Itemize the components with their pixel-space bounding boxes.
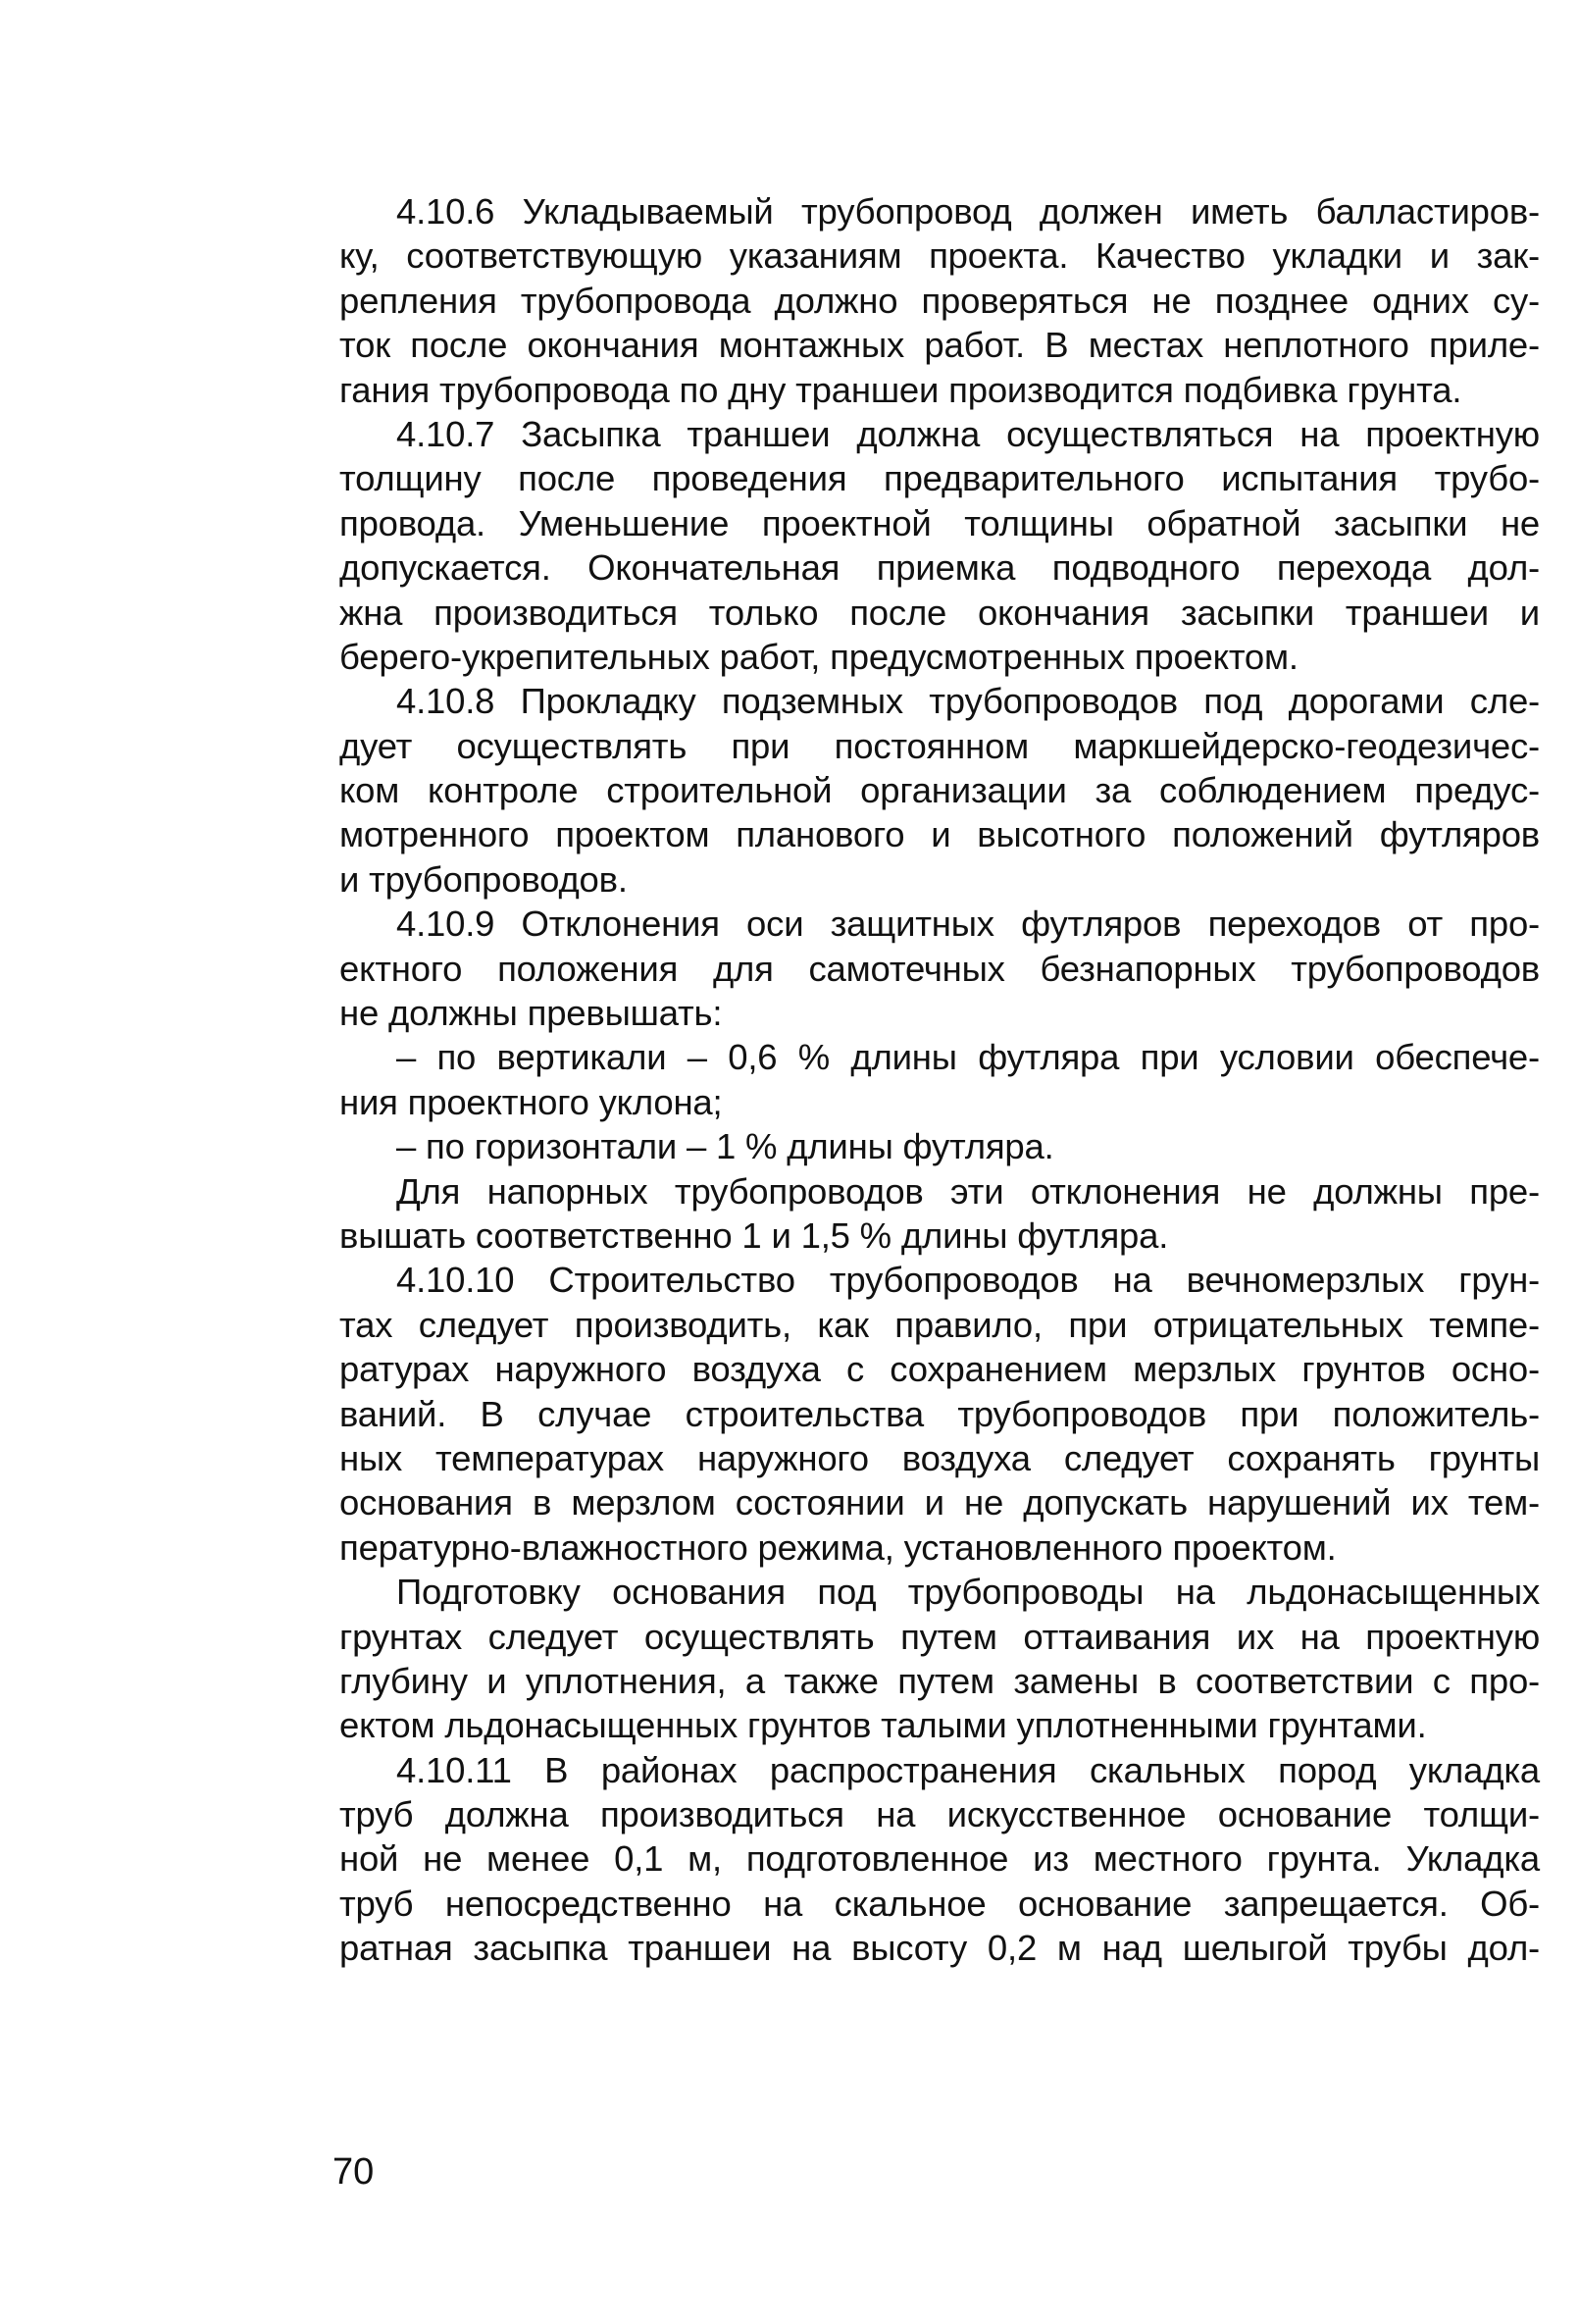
text-line: основания в мерзлом состоянии и не допускать нарушений их тем-: [339, 1482, 1540, 1524]
text-line: репления трубопровода должно проверяться не позднее одних су-: [339, 280, 1540, 321]
page-number: 70: [332, 2151, 375, 2193]
text-line: ных температурах наружного воздуха следует сохранять грунты: [339, 1437, 1540, 1478]
text-line: тах следует производить, как правило, при отрицательных темпе-: [339, 1304, 1540, 1345]
text-line: мотренного проектом планового и высотного положений футляров: [339, 814, 1540, 855]
text-line: пературно-влажностного режима, установленного проектом.: [339, 1526, 1337, 1568]
text-line: гания трубопровода по дну траншеи производится подбивка грунта.: [339, 369, 1462, 410]
text-line: труб должна производиться на искусственное основание толщи-: [339, 1794, 1540, 1835]
text-line: ной не менее 0,1 м, подготовленное из местного грунта. Укладка: [339, 1838, 1540, 1880]
text-line: ку, соответствующую указаниям проекта. Качество укладки и зак-: [339, 235, 1540, 277]
text-line: 4.10.10 Строительство трубопроводов на вечномерзлых грун-: [396, 1260, 1540, 1301]
text-line: допускается. Окончательная приемка подводного перехода дол-: [339, 547, 1540, 589]
text-line: 4.10.7 Засыпка траншеи должна осуществляться на проектную: [396, 413, 1540, 454]
text-line: труб непосредственно на скальное основание запрещается. Об-: [339, 1883, 1540, 1924]
text-line: жна производиться только после окончания засыпки траншеи и: [339, 592, 1540, 633]
text-line: и трубопроводов.: [339, 858, 628, 900]
text-line: ваний. В случае строительства трубопроводов при положитель-: [339, 1393, 1540, 1434]
text-line: глубину и уплотнения, а также путем замены в соответствии с про-: [339, 1660, 1540, 1701]
text-line: ком контроле строительной организации за соблюдением предус-: [339, 770, 1540, 811]
text-line: толщину после проведения предварительного испытания трубо-: [339, 458, 1540, 499]
text-line: 4.10.9 Отклонения оси защитных футляров переходов от про-: [396, 904, 1540, 945]
text-line: ектом льдонасыщенных грунтов талыми уплотненными грунтами.: [339, 1705, 1427, 1746]
text-line: вышать соответственно 1 и 1,5 % длины футляра.: [339, 1214, 1169, 1256]
text-line: не должны превышать:: [339, 993, 723, 1034]
text-line: ток после окончания монтажных работ. В местах неплотного приле-: [339, 325, 1540, 366]
text-line: ния проектного уклона;: [339, 1081, 723, 1122]
text-line: дует осуществлять при постоянном маркшейдерско-геодезичес-: [339, 725, 1540, 766]
text-line: провода. Уменьшение проектной толщины обратной засыпки не: [339, 502, 1540, 543]
body-text: [339, 189, 1540, 1971]
text-line: ратурах наружного воздуха с сохранением мерзлых грунтов осно-: [339, 1349, 1540, 1390]
text-line: Подготовку основания под трубопроводы на льдонасыщенных: [396, 1572, 1540, 1613]
text-line: – по горизонтали – 1 % длины футляра.: [396, 1126, 1054, 1167]
text-line: ратная засыпка траншеи на высоту 0,2 м над шелыгой трубы дол-: [339, 1928, 1540, 1969]
text-line: ектного положения для самотечных безнапорных трубопроводов: [339, 948, 1540, 989]
text-line: 4.10.11 В районах распространения скальных пород укладка: [396, 1749, 1540, 1790]
text-line: 4.10.6 Укладываемый трубопровод должен иметь балластиров-: [396, 191, 1540, 232]
text-line: Для напорных трубопроводов эти отклонения не должны пре-: [396, 1170, 1540, 1212]
text-line: берего-укрепительных работ, предусмотренных проектом.: [339, 636, 1299, 677]
text-line: грунтах следует осуществлять путем оттаивания их на проектную: [339, 1616, 1540, 1657]
text-line: 4.10.8 Прокладку подземных трубопроводов под дорогами сле-: [396, 681, 1540, 722]
text-line: – по вертикали – 0,6 % длины футляра при условии обеспече-: [396, 1037, 1540, 1078]
